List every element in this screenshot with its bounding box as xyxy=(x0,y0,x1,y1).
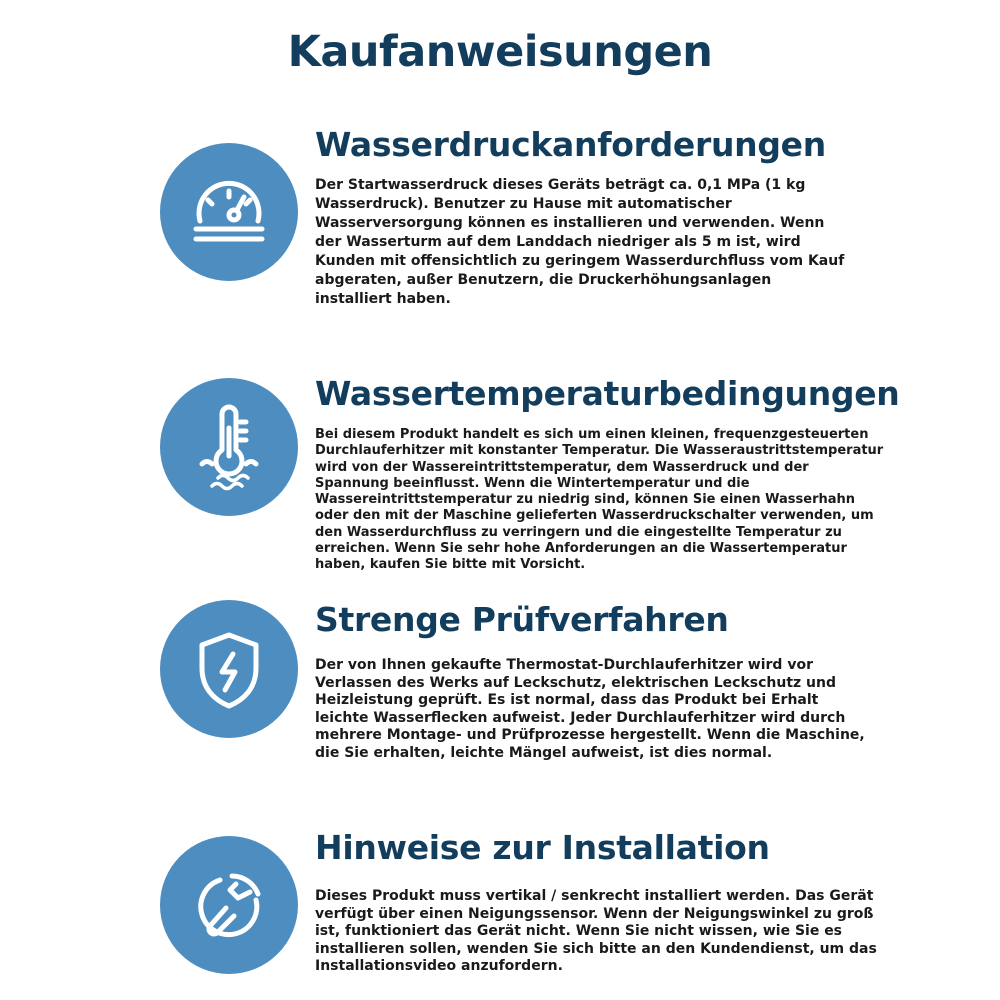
section-body-water-pressure xyxy=(315,176,885,309)
text-line: Heizleistung geprüft. Es ist normal, dass das Produkt bei Erhalt xyxy=(315,692,819,708)
section-title-water-temperature: Wassertemperaturbedingungen xyxy=(315,374,900,413)
text-line: Wasserdruck). Benutzer zu Hause mit automatischer xyxy=(315,196,732,212)
text-line: Installationsvideo anzufordern. xyxy=(315,958,563,974)
text-line: Durchlauferhitzer mit konstanter Temperatur. Die Wasseraustrittstemperatur xyxy=(315,443,884,459)
text-line: mehrere Montage- und Prüfprozesse hergestellt. Wenn die Maschine, xyxy=(315,727,865,743)
text-line: Verlassen des Werks auf Leckschutz, elektrischen Leckschutz und xyxy=(315,674,836,691)
section-body-installation xyxy=(315,888,885,976)
text-line: verfügt über einen Neigungssensor. Wenn der Neigungswinkel zu groß xyxy=(315,905,874,922)
text-line: der Wasserturm auf dem Landdach niedriger als 5 m ist, wird xyxy=(315,234,801,250)
section-title-installation: Hinweise zur Installation xyxy=(315,828,770,867)
page-title: Kaufanweisungen xyxy=(287,27,713,77)
text-line: installieren sollen, wenden Sie sich bitte an den Kundendienst, um das xyxy=(315,940,877,957)
thermometer-icon xyxy=(160,378,298,516)
text-line: oder den mit der Maschine gelieferten Wasserdruckschalter verwenden, um xyxy=(315,508,874,524)
text-line: Kunden mit offensichtlich zu geringem Wasserdurchfluss vom Kauf xyxy=(315,253,845,269)
section-body-water-temperature xyxy=(315,427,884,574)
text-line: Wassereintrittstemperatur zu niedrig sind, können Sie einen Wasserhahn xyxy=(315,492,856,508)
text-line: wird von der Wassereintrittstemperatur, dem Wasserdruck und der xyxy=(315,459,809,475)
text-line: leichte Wasserflecken aufweist. Jeder Durchlauferhitzer wird durch xyxy=(315,709,846,726)
section-title-testing: Strenge Prüfverfahren xyxy=(315,600,729,639)
text-line: haben, kaufen Sie bitte mit Vorsicht. xyxy=(315,557,586,573)
wrench-icon xyxy=(160,836,298,974)
text-line: Spannung beeinflusst. Wenn die Wintertemperatur und die xyxy=(315,475,750,491)
gauge-icon xyxy=(160,143,298,281)
text-line: Der Startwasserdruck dieses Geräts beträgt ca. 0,1 MPa (1 kg xyxy=(315,177,806,193)
text-line: den Wasserdurchfluss zu verringern und die eingestellte Temperatur zu xyxy=(315,524,842,540)
text-line: Der von Ihnen gekaufte Thermostat-Durchlauferhitzer wird vor xyxy=(315,657,813,673)
text-line: abgeraten, außer Benutzern, die Druckerhöhungsanlagen xyxy=(315,272,772,288)
text-line: Bei diesem Produkt handelt es sich um einen kleinen, frequenzgesteuerten xyxy=(315,427,869,442)
section-title-water-pressure: Wasserdruckanforderungen xyxy=(315,125,826,164)
section-body-testing xyxy=(315,657,885,762)
text-line: installiert haben. xyxy=(315,291,451,307)
text-line: Wasserversorgung können es installieren und verwenden. Wenn xyxy=(315,215,825,231)
text-line: ist, funktioniert das Gerät nicht. Wenn Sie nicht wissen, wie Sie es xyxy=(315,923,843,939)
shield-lightning-icon xyxy=(160,600,298,738)
text-line: die Sie erhalten, leichte Mängel aufweist, ist dies normal. xyxy=(315,744,773,761)
text-line: Dieses Produkt muss vertikal / senkrecht installiert werden. Das Gerät xyxy=(315,888,874,904)
text-line: erreichen. Wenn Sie sehr hohe Anforderungen an die Wassertemperatur xyxy=(315,541,847,557)
